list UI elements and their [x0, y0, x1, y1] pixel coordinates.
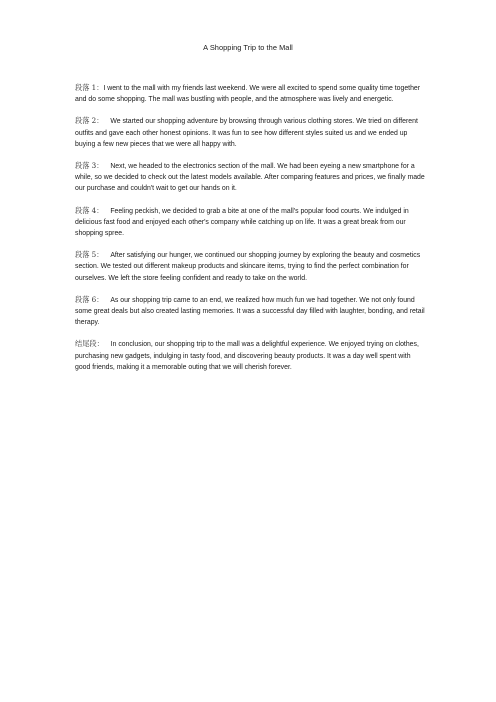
paragraph-label: 段落 4： — [75, 205, 104, 215]
paragraph-label: 段落 1： — [75, 83, 104, 92]
paragraph-label: 段落 5： — [75, 250, 104, 260]
paragraph-2 — [75, 115, 425, 150]
paragraph-1 — [75, 82, 425, 105]
document-title: A Shopping Trip to the Mall — [203, 43, 293, 52]
document-body — [75, 82, 425, 383]
paragraph-label: 段落 6： — [75, 294, 104, 304]
paragraph-label: 段落 2： — [75, 116, 104, 126]
paragraph-text: Feeling peckish, we decided to grab a bite at one of the mall's popular food courts. We indulged in delicious fast food and enjoyed each other's company while catching up on life. It was a great break from our shopping spree. — [75, 207, 409, 238]
paragraph-text: After satisfying our hunger, we continued our shopping journey by exploring the beauty and cosmetics section. We tested out different makeup products and skincare items, trying to find the perfect combination for ourselves. We left the store feeling confident and ready to take on the world. — [75, 252, 421, 282]
paragraph-4 — [75, 205, 425, 240]
paragraph-text: As our shopping trip came to an end, we realized how much fun we had together. We not only found some great deals but also created lasting memories. It was a successful day filled with laughter, bonding, and retail therapy. — [75, 296, 425, 327]
paragraph-label: 段落 3： — [75, 161, 104, 171]
paragraph-text: In conclusion, our shopping trip to the mall was a delightful experience. We enjoyed trying on clothes, purchasing new gadgets, indulging in tasty food, and discovering beauty products. It was a day well spent with good friends, making it a memorable outing that we will cherish forever. — [75, 341, 419, 371]
paragraph-label: 结尾段： — [75, 339, 104, 349]
paragraph-3 — [75, 160, 425, 195]
paragraph-text: I went to the mall with my friends last weekend. We were all excited to spend some quality time together and do some shopping. The mall was bustling with people, and the atmosphere was lively and energetic. — [75, 85, 421, 104]
paragraph-text: Next, we headed to the electronics section of the mall. We had been eyeing a new smartphone for a while, so we decided to check out the latest models available. After comparing features and prices, we finally made our purchase and couldn't wait to get our hands on it. — [75, 163, 425, 193]
paragraph-5 — [75, 249, 425, 284]
paragraph-6 — [75, 294, 425, 329]
paragraph-conclusion — [75, 338, 425, 373]
paragraph-text: We started our shopping adventure by browsing through various clothing stores. We tried on different outfits and gave each other honest opinions. It was fun to see how different styles suited us and we ended up buying a few new pieces that we were all happy with. — [75, 118, 418, 148]
